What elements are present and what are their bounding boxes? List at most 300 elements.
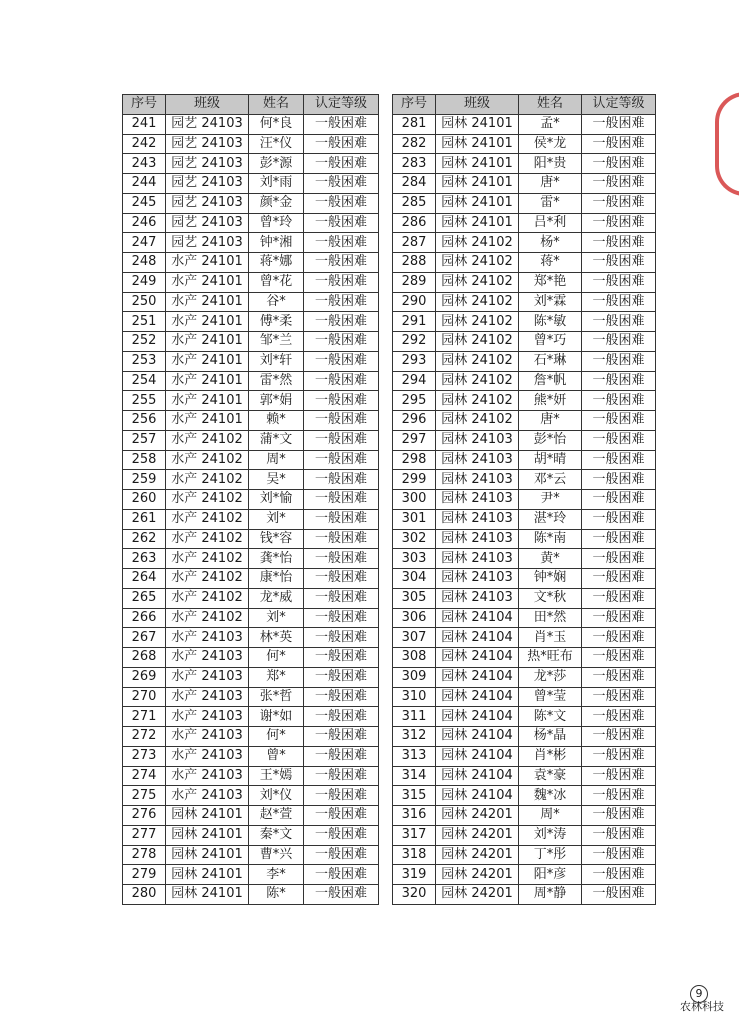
cell-level: 一般困难 — [304, 667, 379, 687]
cell-seq: 313 — [393, 746, 436, 766]
cell-level: 一般困难 — [304, 628, 379, 648]
cell-class: 园林 24103 — [436, 569, 519, 589]
cell-seq: 262 — [123, 529, 166, 549]
table-row — [393, 806, 656, 826]
cell-level: 一般困难 — [582, 746, 656, 766]
header-class: 班级 — [166, 95, 249, 115]
table-row — [123, 845, 379, 865]
cell-level: 一般困难 — [582, 391, 656, 411]
cell-class: 园林 24104 — [436, 707, 519, 727]
cell-class: 水产 24101 — [166, 411, 249, 431]
cell-name: 袁*豪 — [519, 766, 582, 786]
cell-level: 一般困难 — [582, 154, 656, 174]
cell-class: 园林 24101 — [436, 174, 519, 194]
cell-level: 一般困难 — [304, 746, 379, 766]
cell-level: 一般困难 — [582, 588, 656, 608]
cell-seq: 308 — [393, 648, 436, 668]
cell-class: 水产 24102 — [166, 588, 249, 608]
cell-name: 何*良 — [249, 114, 304, 134]
cell-class: 园艺 24103 — [166, 213, 249, 233]
cell-name: 郑* — [249, 667, 304, 687]
cell-seq: 266 — [123, 608, 166, 628]
cell-seq: 279 — [123, 865, 166, 885]
cell-seq: 260 — [123, 490, 166, 510]
table-row — [393, 529, 656, 549]
cell-name: 杨*晶 — [519, 727, 582, 747]
cell-level: 一般困难 — [304, 114, 379, 134]
table-row — [393, 549, 656, 569]
cell-level: 一般困难 — [304, 529, 379, 549]
cell-seq: 272 — [123, 727, 166, 747]
cell-name: 尹* — [519, 490, 582, 510]
cell-class: 园林 24102 — [436, 312, 519, 332]
cell-name: 石*琳 — [519, 351, 582, 371]
cell-seq: 263 — [123, 549, 166, 569]
cell-seq: 265 — [123, 588, 166, 608]
header-name: 姓名 — [519, 95, 582, 115]
cell-level: 一般困难 — [582, 509, 656, 529]
cell-level: 一般困难 — [304, 292, 379, 312]
cell-name: 张*哲 — [249, 687, 304, 707]
cell-name: 杨* — [519, 233, 582, 253]
cell-name: 周*静 — [519, 885, 582, 905]
cell-class: 园林 24103 — [436, 490, 519, 510]
table-row — [393, 391, 656, 411]
table-header-row — [123, 95, 379, 115]
cell-seq: 305 — [393, 588, 436, 608]
cell-level: 一般困难 — [304, 312, 379, 332]
cell-name: 蒋*娜 — [249, 253, 304, 273]
cell-name: 刘* — [249, 509, 304, 529]
table-row — [123, 707, 379, 727]
cell-name: 蒋* — [519, 253, 582, 273]
cell-seq: 295 — [393, 391, 436, 411]
cell-name: 郭*娟 — [249, 391, 304, 411]
cell-level: 一般困难 — [304, 193, 379, 213]
cell-seq: 286 — [393, 213, 436, 233]
cell-class: 水产 24103 — [166, 786, 249, 806]
table-row — [123, 411, 379, 431]
cell-class: 水产 24102 — [166, 529, 249, 549]
red-seal-fragment — [715, 92, 739, 196]
cell-level: 一般困难 — [582, 450, 656, 470]
cell-level: 一般困难 — [304, 332, 379, 352]
cell-name: 秦*文 — [249, 825, 304, 845]
cell-level: 一般困难 — [582, 845, 656, 865]
cell-level: 一般困难 — [582, 193, 656, 213]
cell-class: 园林 24104 — [436, 648, 519, 668]
cell-seq: 273 — [123, 746, 166, 766]
cell-class: 水产 24102 — [166, 490, 249, 510]
cell-seq: 307 — [393, 628, 436, 648]
cell-seq: 302 — [393, 529, 436, 549]
page-number: 9 — [690, 985, 708, 1003]
cell-level: 一般困难 — [304, 450, 379, 470]
table-row — [123, 470, 379, 490]
cell-class: 园艺 24103 — [166, 233, 249, 253]
cell-level: 一般困难 — [582, 865, 656, 885]
cell-seq: 242 — [123, 134, 166, 154]
cell-level: 一般困难 — [304, 154, 379, 174]
cell-level: 一般困难 — [582, 687, 656, 707]
cell-class: 水产 24102 — [166, 509, 249, 529]
cell-class: 园艺 24103 — [166, 134, 249, 154]
table-row — [123, 272, 379, 292]
cell-level: 一般困难 — [582, 233, 656, 253]
table-row — [393, 411, 656, 431]
cell-level: 一般困难 — [582, 371, 656, 391]
cell-level: 一般困难 — [582, 628, 656, 648]
cell-level: 一般困难 — [304, 490, 379, 510]
table-row — [393, 312, 656, 332]
table-row — [123, 312, 379, 332]
table-row — [123, 865, 379, 885]
cell-level: 一般困难 — [582, 213, 656, 233]
cell-class: 园林 24201 — [436, 845, 519, 865]
cell-class: 园林 24104 — [436, 766, 519, 786]
cell-class: 园林 24101 — [436, 193, 519, 213]
cell-seq: 320 — [393, 885, 436, 905]
table-row — [393, 648, 656, 668]
cell-level: 一般困难 — [582, 825, 656, 845]
cell-class: 园林 24103 — [436, 509, 519, 529]
cell-seq: 288 — [393, 253, 436, 273]
table-row — [123, 885, 379, 905]
table-row — [393, 351, 656, 371]
cell-name: 唐* — [519, 174, 582, 194]
cell-class: 园林 24101 — [166, 825, 249, 845]
cell-name: 魏*冰 — [519, 786, 582, 806]
cell-class: 水产 24103 — [166, 687, 249, 707]
cell-seq: 297 — [393, 430, 436, 450]
cell-level: 一般困难 — [582, 312, 656, 332]
cell-level: 一般困难 — [582, 786, 656, 806]
cell-level: 一般困难 — [304, 411, 379, 431]
header-level: 认定等级 — [582, 95, 656, 115]
cell-level: 一般困难 — [304, 885, 379, 905]
table-row — [393, 608, 656, 628]
cell-level: 一般困难 — [582, 114, 656, 134]
table-row — [123, 727, 379, 747]
table-row — [393, 154, 656, 174]
cell-level: 一般困难 — [304, 727, 379, 747]
cell-class: 园林 24102 — [436, 391, 519, 411]
table-header-row — [393, 95, 656, 115]
cell-name: 曹*兴 — [249, 845, 304, 865]
cell-class: 水产 24101 — [166, 312, 249, 332]
cell-seq: 294 — [393, 371, 436, 391]
table-row — [393, 470, 656, 490]
table-row — [393, 588, 656, 608]
cell-class: 园林 24104 — [436, 746, 519, 766]
cell-name: 吴* — [249, 470, 304, 490]
cell-level: 一般困难 — [304, 569, 379, 589]
cell-class: 园林 24101 — [436, 154, 519, 174]
cell-name: 刘*轩 — [249, 351, 304, 371]
cell-seq: 277 — [123, 825, 166, 845]
cell-class: 园林 24102 — [436, 292, 519, 312]
cell-name: 龚*怡 — [249, 549, 304, 569]
cell-level: 一般困难 — [304, 509, 379, 529]
cell-class: 园林 24104 — [436, 608, 519, 628]
cell-seq: 293 — [393, 351, 436, 371]
cell-level: 一般困难 — [582, 134, 656, 154]
cell-level: 一般困难 — [304, 213, 379, 233]
cell-name: 湛*玲 — [519, 509, 582, 529]
table-row — [393, 786, 656, 806]
cell-name: 曾*玲 — [249, 213, 304, 233]
cell-level: 一般困难 — [304, 430, 379, 450]
table-row — [123, 648, 379, 668]
cell-class: 水产 24103 — [166, 766, 249, 786]
cell-seq: 258 — [123, 450, 166, 470]
cell-seq: 248 — [123, 253, 166, 273]
cell-name: 陈*文 — [519, 707, 582, 727]
cell-name: 周* — [249, 450, 304, 470]
cell-name: 孟* — [519, 114, 582, 134]
cell-name: 谷* — [249, 292, 304, 312]
cell-seq: 298 — [393, 450, 436, 470]
table-row — [123, 588, 379, 608]
cell-seq: 291 — [393, 312, 436, 332]
cell-class: 园林 24103 — [436, 450, 519, 470]
cell-level: 一般困难 — [304, 549, 379, 569]
table-row — [123, 549, 379, 569]
table-row — [123, 806, 379, 826]
cell-level: 一般困难 — [582, 667, 656, 687]
cell-seq: 287 — [393, 233, 436, 253]
cell-class: 水产 24101 — [166, 253, 249, 273]
cell-level: 一般困难 — [582, 351, 656, 371]
cell-name: 颜*金 — [249, 193, 304, 213]
cell-seq: 254 — [123, 371, 166, 391]
header-seq: 序号 — [393, 95, 436, 115]
cell-name: 雷*然 — [249, 371, 304, 391]
cell-level: 一般困难 — [582, 529, 656, 549]
table-row — [393, 667, 656, 687]
cell-class: 园林 24101 — [166, 885, 249, 905]
table-row — [393, 865, 656, 885]
table-row — [393, 174, 656, 194]
cell-name: 钟*湘 — [249, 233, 304, 253]
table-row — [123, 351, 379, 371]
cell-class: 水产 24101 — [166, 332, 249, 352]
table-row — [123, 509, 379, 529]
table-row — [123, 253, 379, 273]
cell-seq: 253 — [123, 351, 166, 371]
cell-name: 刘*仪 — [249, 786, 304, 806]
cell-level: 一般困难 — [304, 134, 379, 154]
cell-level: 一般困难 — [582, 806, 656, 826]
table-row — [123, 292, 379, 312]
cell-class: 水产 24102 — [166, 430, 249, 450]
cell-class: 园林 24201 — [436, 865, 519, 885]
cell-name: 阳*贵 — [519, 154, 582, 174]
cell-seq: 304 — [393, 569, 436, 589]
cell-class: 园林 24103 — [436, 470, 519, 490]
cell-seq: 284 — [393, 174, 436, 194]
cell-level: 一般困难 — [304, 371, 379, 391]
table-row — [393, 430, 656, 450]
cell-class: 水产 24101 — [166, 272, 249, 292]
cell-class: 园林 24201 — [436, 825, 519, 845]
cell-class: 园林 24102 — [436, 253, 519, 273]
cell-seq: 264 — [123, 569, 166, 589]
table-row — [393, 371, 656, 391]
table-row — [393, 490, 656, 510]
cell-level: 一般困难 — [304, 253, 379, 273]
cell-class: 水产 24102 — [166, 450, 249, 470]
cell-class: 园林 24101 — [436, 134, 519, 154]
cell-name: 文*秋 — [519, 588, 582, 608]
cell-class: 园林 24102 — [436, 371, 519, 391]
table-row — [393, 628, 656, 648]
cell-class: 园林 24103 — [436, 549, 519, 569]
cell-class: 园林 24102 — [436, 351, 519, 371]
cell-seq: 257 — [123, 430, 166, 450]
cell-class: 园林 24103 — [436, 529, 519, 549]
cell-class: 园林 24104 — [436, 727, 519, 747]
cell-name: 彭*源 — [249, 154, 304, 174]
cell-seq: 246 — [123, 213, 166, 233]
table-row — [123, 608, 379, 628]
cell-class: 园林 24101 — [436, 114, 519, 134]
cell-level: 一般困难 — [304, 648, 379, 668]
cell-seq: 290 — [393, 292, 436, 312]
cell-class: 园林 24101 — [166, 845, 249, 865]
cell-level: 一般困难 — [582, 174, 656, 194]
cell-level: 一般困难 — [582, 766, 656, 786]
table-row — [123, 687, 379, 707]
table-row — [393, 332, 656, 352]
table-row — [123, 786, 379, 806]
cell-name: 王*嫣 — [249, 766, 304, 786]
cell-name: 龙*莎 — [519, 667, 582, 687]
cell-class: 园林 24201 — [436, 885, 519, 905]
cell-class: 水产 24102 — [166, 569, 249, 589]
table-row — [123, 490, 379, 510]
cell-seq: 241 — [123, 114, 166, 134]
cell-level: 一般困难 — [304, 391, 379, 411]
cell-seq: 285 — [393, 193, 436, 213]
cell-class: 水产 24103 — [166, 628, 249, 648]
cell-class: 园艺 24103 — [166, 193, 249, 213]
cell-seq: 274 — [123, 766, 166, 786]
cell-seq: 282 — [393, 134, 436, 154]
cell-seq: 278 — [123, 845, 166, 865]
cell-seq: 270 — [123, 687, 166, 707]
cell-name: 刘*涛 — [519, 825, 582, 845]
cell-level: 一般困难 — [304, 865, 379, 885]
cell-class: 园艺 24103 — [166, 154, 249, 174]
cell-seq: 259 — [123, 470, 166, 490]
cell-name: 郑*艳 — [519, 272, 582, 292]
cell-name: 肖*玉 — [519, 628, 582, 648]
cell-seq: 251 — [123, 312, 166, 332]
cell-level: 一般困难 — [304, 845, 379, 865]
cell-level: 一般困难 — [582, 727, 656, 747]
cell-level: 一般困难 — [582, 411, 656, 431]
cell-level: 一般困难 — [582, 272, 656, 292]
cell-name: 邓*云 — [519, 470, 582, 490]
cell-level: 一般困难 — [582, 608, 656, 628]
cell-seq: 309 — [393, 667, 436, 687]
cell-name: 龙*威 — [249, 588, 304, 608]
cell-name: 刘* — [249, 608, 304, 628]
cell-level: 一般困难 — [582, 470, 656, 490]
footer-watermark: 农林科技 — [680, 1000, 724, 1013]
cell-name: 何* — [249, 648, 304, 668]
cell-seq: 311 — [393, 707, 436, 727]
cell-seq: 245 — [123, 193, 166, 213]
cell-level: 一般困难 — [582, 569, 656, 589]
cell-level: 一般困难 — [304, 470, 379, 490]
cell-name: 曾* — [249, 746, 304, 766]
cell-level: 一般困难 — [304, 806, 379, 826]
table-row — [393, 746, 656, 766]
cell-level: 一般困难 — [582, 332, 656, 352]
cell-name: 林*英 — [249, 628, 304, 648]
header-class: 班级 — [436, 95, 519, 115]
cell-class: 园林 24104 — [436, 687, 519, 707]
table-row — [393, 253, 656, 273]
cell-level: 一般困难 — [304, 825, 379, 845]
cell-level: 一般困难 — [582, 707, 656, 727]
cell-seq: 306 — [393, 608, 436, 628]
table-row — [123, 213, 379, 233]
cell-seq: 310 — [393, 687, 436, 707]
cell-level: 一般困难 — [304, 351, 379, 371]
cell-seq: 261 — [123, 509, 166, 529]
cell-class: 水产 24101 — [166, 371, 249, 391]
cell-name: 雷* — [519, 193, 582, 213]
cell-seq: 312 — [393, 727, 436, 747]
cell-seq: 296 — [393, 411, 436, 431]
cell-level: 一般困难 — [582, 549, 656, 569]
cell-class: 园林 24201 — [436, 806, 519, 826]
cell-seq: 289 — [393, 272, 436, 292]
cell-seq: 247 — [123, 233, 166, 253]
cell-level: 一般困难 — [582, 430, 656, 450]
cell-name: 曾*莹 — [519, 687, 582, 707]
header-level: 认定等级 — [304, 95, 379, 115]
cell-class: 园林 24104 — [436, 667, 519, 687]
table-row — [393, 114, 656, 134]
cell-name: 刘*雨 — [249, 174, 304, 194]
cell-class: 园林 24102 — [436, 332, 519, 352]
cell-seq: 314 — [393, 766, 436, 786]
table-row — [123, 746, 379, 766]
cell-level: 一般困难 — [304, 766, 379, 786]
cell-class: 水产 24101 — [166, 391, 249, 411]
cell-class: 水产 24103 — [166, 727, 249, 747]
table-row — [123, 766, 379, 786]
table-row — [393, 766, 656, 786]
cell-name: 詹*帆 — [519, 371, 582, 391]
cell-seq: 299 — [393, 470, 436, 490]
table-row — [123, 371, 379, 391]
cell-name: 赵*萱 — [249, 806, 304, 826]
cell-seq: 283 — [393, 154, 436, 174]
cell-class: 水产 24102 — [166, 470, 249, 490]
cell-name: 丁*彤 — [519, 845, 582, 865]
table-row — [393, 450, 656, 470]
table-row — [123, 233, 379, 253]
cell-name: 李* — [249, 865, 304, 885]
table-row — [393, 845, 656, 865]
cell-seq: 276 — [123, 806, 166, 826]
table-row — [393, 509, 656, 529]
